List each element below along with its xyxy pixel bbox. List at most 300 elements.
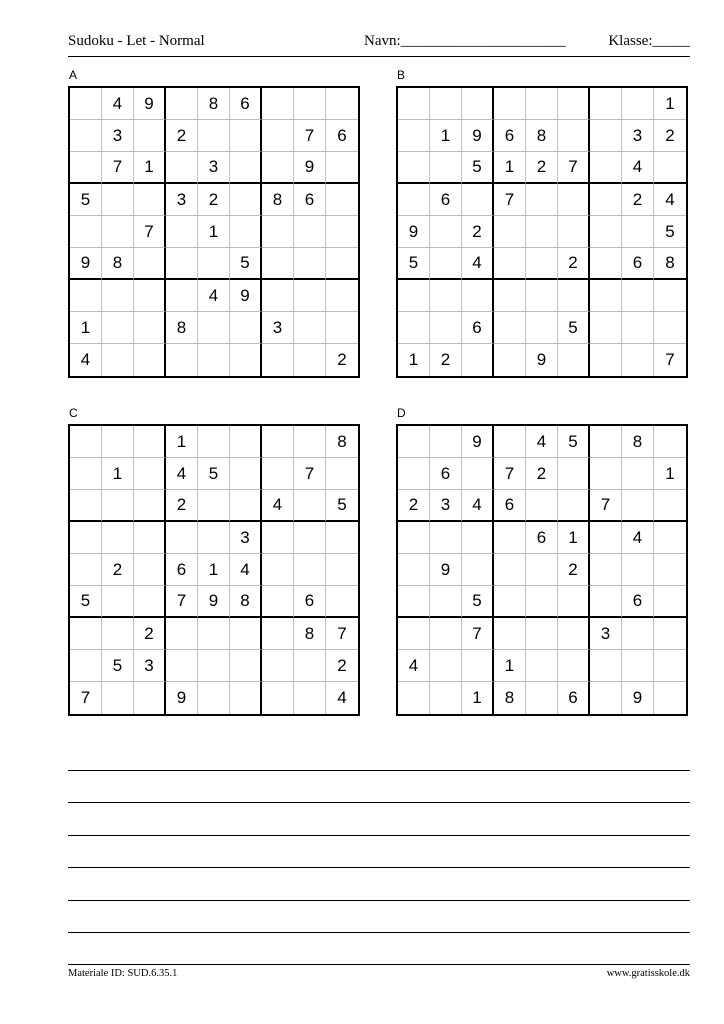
sudoku-cell: 7 xyxy=(462,618,494,650)
sudoku-cell xyxy=(166,216,198,248)
class-field: Klasse:_____ xyxy=(608,33,690,49)
sudoku-cell xyxy=(70,120,102,152)
sudoku-cell: 7 xyxy=(134,216,166,248)
website-url: www.gratisskole.dk xyxy=(606,968,690,979)
sudoku-cell xyxy=(590,586,622,618)
sudoku-cell: 8 xyxy=(526,120,558,152)
sudoku-cell: 3 xyxy=(590,618,622,650)
sudoku-cell xyxy=(294,312,326,344)
sudoku-cell xyxy=(294,522,326,554)
sudoku-cell xyxy=(622,618,654,650)
sudoku-cell xyxy=(462,344,494,376)
sudoku-cell: 6 xyxy=(494,490,526,522)
sudoku-cell: 1 xyxy=(494,152,526,184)
sudoku-cell xyxy=(622,216,654,248)
sudoku-cell xyxy=(526,586,558,618)
sudoku-cell xyxy=(326,88,358,120)
sudoku-cell xyxy=(590,426,622,458)
sudoku-cell xyxy=(102,490,134,522)
sudoku-cell: 2 xyxy=(526,458,558,490)
sudoku-cell xyxy=(494,248,526,280)
sudoku-cell xyxy=(590,312,622,344)
sudoku-cell xyxy=(494,522,526,554)
sudoku-cell xyxy=(526,618,558,650)
sudoku-cell xyxy=(430,88,462,120)
sudoku-cell xyxy=(230,120,262,152)
sudoku-cell xyxy=(494,216,526,248)
sudoku-cell xyxy=(462,458,494,490)
sudoku-cell xyxy=(430,152,462,184)
sudoku-cell: 5 xyxy=(70,184,102,216)
sudoku-cell xyxy=(558,280,590,312)
sudoku-cell: 4 xyxy=(230,554,262,586)
sudoku-cell: 9 xyxy=(462,120,494,152)
sudoku-cell xyxy=(134,248,166,280)
sudoku-cell: 2 xyxy=(558,554,590,586)
sudoku-cell xyxy=(590,458,622,490)
writing-line xyxy=(68,867,690,868)
sudoku-cell xyxy=(230,490,262,522)
sudoku-cell xyxy=(134,280,166,312)
sudoku-cell: 2 xyxy=(102,554,134,586)
sudoku-cell: 3 xyxy=(430,490,462,522)
sudoku-cell: 2 xyxy=(134,618,166,650)
sudoku-cell: 4 xyxy=(166,458,198,490)
sudoku-cell: 2 xyxy=(622,184,654,216)
sudoku-cell xyxy=(70,522,102,554)
sudoku-cell: 4 xyxy=(70,344,102,376)
sudoku-cell xyxy=(590,184,622,216)
sudoku-cell xyxy=(134,312,166,344)
sudoku-cell xyxy=(198,490,230,522)
sudoku-cell xyxy=(326,280,358,312)
sudoku-cell: 5 xyxy=(326,490,358,522)
sudoku-cell: 1 xyxy=(654,88,686,120)
sudoku-cell xyxy=(70,152,102,184)
sudoku-cell: 9 xyxy=(134,88,166,120)
sudoku-cell xyxy=(622,458,654,490)
sudoku-cell xyxy=(230,426,262,458)
sudoku-cell xyxy=(558,344,590,376)
sudoku-cell: 7 xyxy=(665,350,675,369)
sudoku-cell: 8 xyxy=(198,88,230,120)
sudoku-cell: 6 xyxy=(462,312,494,344)
sudoku-cell xyxy=(494,586,526,618)
sudoku-cell: 4 xyxy=(526,426,558,458)
sudoku-cell xyxy=(622,280,654,312)
sudoku-cell: 6 xyxy=(622,248,654,280)
sudoku-cell xyxy=(654,152,686,184)
sudoku-cell xyxy=(262,152,294,184)
sudoku-cell xyxy=(398,458,430,490)
sudoku-cell xyxy=(398,152,430,184)
sudoku-cell: 4 xyxy=(622,522,654,554)
sudoku-cell xyxy=(526,248,558,280)
sudoku-cell xyxy=(430,618,462,650)
sudoku-cell: 4 xyxy=(198,280,230,312)
sudoku-cell: 1 xyxy=(558,522,590,554)
sudoku-cell xyxy=(294,426,326,458)
sudoku-cell xyxy=(398,184,430,216)
sudoku-cell xyxy=(70,554,102,586)
sudoku-cell xyxy=(558,120,590,152)
sudoku-cell: 9 xyxy=(294,152,326,184)
sudoku-cell xyxy=(654,650,686,682)
sudoku-cell xyxy=(102,344,134,376)
sudoku-cell xyxy=(262,682,294,714)
writing-line xyxy=(68,802,690,803)
sudoku-cell xyxy=(430,216,462,248)
puzzle-d-label: D xyxy=(397,406,406,420)
sudoku-cell xyxy=(198,426,230,458)
sudoku-cell xyxy=(134,458,166,490)
sudoku-grid-d xyxy=(396,424,688,716)
sudoku-cell xyxy=(622,344,654,376)
sudoku-cell xyxy=(430,522,462,554)
sudoku-cell xyxy=(590,248,622,280)
sudoku-cell xyxy=(262,458,294,490)
sudoku-cell xyxy=(70,618,102,650)
sudoku-cell: 7 xyxy=(494,184,526,216)
sudoku-cell xyxy=(590,682,622,714)
sudoku-cell: 6 xyxy=(166,554,198,586)
sudoku-cell: 6 xyxy=(326,120,358,152)
sudoku-cell xyxy=(590,554,622,586)
sudoku-cell xyxy=(294,248,326,280)
sudoku-cell xyxy=(494,426,526,458)
sudoku-cell xyxy=(398,586,430,618)
sudoku-cell: 9 xyxy=(398,216,430,248)
sudoku-cell xyxy=(462,88,494,120)
sudoku-cell xyxy=(230,650,262,682)
sudoku-cell: 2 xyxy=(462,216,494,248)
sudoku-cell xyxy=(166,522,198,554)
sudoku-cell xyxy=(326,216,358,248)
sudoku-cell xyxy=(262,216,294,248)
sudoku-cell: 4 xyxy=(398,650,430,682)
sudoku-cell: 3 xyxy=(262,312,294,344)
sudoku-grid-a xyxy=(68,86,360,378)
sudoku-cell: 8 xyxy=(102,248,134,280)
sudoku-cell xyxy=(230,152,262,184)
sudoku-cell: 2 xyxy=(526,152,558,184)
sudoku-cell: 8 xyxy=(494,682,526,714)
sudoku-cell: 3 xyxy=(198,152,230,184)
sudoku-cell xyxy=(294,344,326,376)
sudoku-cell: 1 xyxy=(134,152,166,184)
sudoku-cell xyxy=(494,618,526,650)
sudoku-cell xyxy=(526,554,558,586)
sudoku-cell: 2 xyxy=(198,184,230,216)
puzzle-b-label: B xyxy=(397,68,406,82)
sudoku-cell: 7 xyxy=(294,458,326,490)
sudoku-cell xyxy=(430,426,462,458)
sudoku-cell xyxy=(654,490,686,522)
sudoku-cell: 8 xyxy=(230,586,262,618)
sudoku-cell xyxy=(558,458,590,490)
sudoku-cell xyxy=(398,88,430,120)
sudoku-cell xyxy=(590,650,622,682)
sudoku-cell xyxy=(198,682,230,714)
sudoku-cell: 1 xyxy=(398,344,430,376)
sudoku-cell xyxy=(494,280,526,312)
sudoku-cell xyxy=(654,586,686,618)
sudoku-cell xyxy=(262,618,294,650)
sudoku-cell xyxy=(494,344,526,376)
sudoku-cell xyxy=(398,682,430,714)
sudoku-cell xyxy=(102,618,134,650)
sudoku-cell: 8 xyxy=(294,618,326,650)
sudoku-cell xyxy=(294,554,326,586)
sudoku-grid-b xyxy=(396,86,688,378)
writing-line xyxy=(68,900,690,901)
sudoku-cell: 7 xyxy=(102,152,134,184)
sudoku-cell xyxy=(262,426,294,458)
sudoku-cell xyxy=(622,88,654,120)
sudoku-cell: 6 xyxy=(622,586,654,618)
sudoku-cell: 6 xyxy=(494,120,526,152)
sudoku-cell: 8 xyxy=(654,248,686,280)
sudoku-cell: 3 xyxy=(134,650,166,682)
sudoku-cell xyxy=(166,618,198,650)
sudoku-cell: 6 xyxy=(558,682,590,714)
sudoku-cell xyxy=(398,554,430,586)
sudoku-cell xyxy=(326,586,358,618)
sudoku-cell: 9 xyxy=(526,344,558,376)
sudoku-cell xyxy=(198,248,230,280)
sudoku-cell xyxy=(526,490,558,522)
sudoku-cell xyxy=(494,554,526,586)
sudoku-cell xyxy=(398,522,430,554)
sudoku-cell xyxy=(398,426,430,458)
sudoku-cell: 5 xyxy=(558,426,590,458)
sudoku-cell: 8 xyxy=(262,184,294,216)
sudoku-cell xyxy=(326,554,358,586)
sudoku-cell: 7 xyxy=(590,490,622,522)
sudoku-cell: 3 xyxy=(230,522,262,554)
sudoku-cell xyxy=(654,554,686,586)
sudoku-cell xyxy=(102,426,134,458)
sudoku-cell xyxy=(654,280,686,312)
sudoku-cell: 6 xyxy=(430,458,462,490)
sudoku-cell xyxy=(294,280,326,312)
sudoku-cell xyxy=(526,650,558,682)
sudoku-cell xyxy=(230,184,262,216)
sudoku-cell: 5 xyxy=(462,586,494,618)
sudoku-cell xyxy=(654,682,686,714)
sudoku-cell: 1 xyxy=(70,312,102,344)
sudoku-cell xyxy=(134,344,166,376)
sudoku-cell: 2 xyxy=(558,248,590,280)
sudoku-cell xyxy=(166,88,198,120)
sudoku-cell: 2 xyxy=(166,120,198,152)
sudoku-cell xyxy=(262,248,294,280)
sudoku-cell xyxy=(326,312,358,344)
sudoku-cell xyxy=(654,426,686,458)
sudoku-cell xyxy=(558,216,590,248)
sudoku-cell xyxy=(262,88,294,120)
writing-line xyxy=(68,770,690,771)
sudoku-cell xyxy=(198,522,230,554)
name-field: Navn:______________________ xyxy=(364,33,566,49)
puzzle-c-label: C xyxy=(69,406,78,420)
sudoku-cell xyxy=(294,682,326,714)
sudoku-cell xyxy=(326,184,358,216)
sudoku-cell: 7 xyxy=(294,120,326,152)
sudoku-cell: 2 xyxy=(398,490,430,522)
sudoku-cell xyxy=(494,88,526,120)
sudoku-cell: 1 xyxy=(430,120,462,152)
sudoku-cell: 2 xyxy=(430,344,462,376)
worksheet-title: Sudoku - Let - Normal xyxy=(68,33,205,49)
sudoku-cell: 7 xyxy=(70,682,102,714)
sudoku-cell: 4 xyxy=(462,490,494,522)
sudoku-cell xyxy=(102,586,134,618)
sudoku-cell xyxy=(166,152,198,184)
sudoku-cell xyxy=(102,216,134,248)
sudoku-cell: 4 xyxy=(654,184,686,216)
sudoku-cell: 6 xyxy=(294,586,326,618)
sudoku-cell: 4 xyxy=(622,152,654,184)
sudoku-cell xyxy=(198,312,230,344)
sudoku-cell xyxy=(590,522,622,554)
footer-rule xyxy=(68,964,690,965)
sudoku-cell xyxy=(262,586,294,618)
sudoku-cell: 5 xyxy=(102,650,134,682)
sudoku-cell xyxy=(654,312,686,344)
sudoku-cell: 4 xyxy=(262,490,294,522)
sudoku-cell xyxy=(462,184,494,216)
sudoku-cell: 9 xyxy=(230,280,262,312)
sudoku-cell xyxy=(294,88,326,120)
sudoku-cell xyxy=(230,216,262,248)
sudoku-cell xyxy=(230,312,262,344)
sudoku-cell: 1 xyxy=(102,458,134,490)
sudoku-cell: 3 xyxy=(166,184,198,216)
sudoku-cell xyxy=(102,184,134,216)
sudoku-cell xyxy=(526,312,558,344)
sudoku-cell xyxy=(398,312,430,344)
sudoku-cell: 9 xyxy=(198,586,230,618)
sudoku-cell xyxy=(398,618,430,650)
sudoku-cell xyxy=(558,490,590,522)
sudoku-cell: 4 xyxy=(337,688,347,707)
sudoku-cell: 1 xyxy=(494,650,526,682)
sudoku-cell xyxy=(102,312,134,344)
sudoku-cell xyxy=(526,216,558,248)
sudoku-cell xyxy=(262,344,294,376)
sudoku-cell xyxy=(70,650,102,682)
sudoku-cell: 3 xyxy=(622,120,654,152)
sudoku-cell: 7 xyxy=(494,458,526,490)
sudoku-cell xyxy=(134,586,166,618)
sudoku-cell: 1 xyxy=(198,554,230,586)
sudoku-cell: 7 xyxy=(326,618,358,650)
sudoku-cell xyxy=(654,522,686,554)
sudoku-cell xyxy=(262,650,294,682)
writing-line xyxy=(68,835,690,836)
sudoku-cell xyxy=(622,554,654,586)
sudoku-cell xyxy=(462,522,494,554)
sudoku-cell xyxy=(326,248,358,280)
sudoku-cell xyxy=(430,682,462,714)
sudoku-cell xyxy=(590,216,622,248)
writing-line xyxy=(68,932,690,933)
sudoku-cell: 5 xyxy=(462,152,494,184)
sudoku-cell xyxy=(102,682,134,714)
sudoku-cell xyxy=(134,184,166,216)
sudoku-cell xyxy=(622,312,654,344)
sudoku-cell xyxy=(70,216,102,248)
sudoku-cell: 8 xyxy=(622,426,654,458)
sudoku-cell: 6 xyxy=(230,88,262,120)
sudoku-cell xyxy=(430,312,462,344)
sudoku-cell: 7 xyxy=(558,152,590,184)
sudoku-cell: 8 xyxy=(326,426,358,458)
sudoku-cell xyxy=(262,522,294,554)
sudoku-cell: 6 xyxy=(526,522,558,554)
sudoku-cell xyxy=(398,280,430,312)
sudoku-cell: 2 xyxy=(326,650,358,682)
sudoku-cell: 1 xyxy=(198,216,230,248)
sudoku-cell: 5 xyxy=(198,458,230,490)
sudoku-cell xyxy=(558,184,590,216)
sudoku-cell xyxy=(430,650,462,682)
sudoku-cell xyxy=(430,280,462,312)
sudoku-cell xyxy=(70,490,102,522)
sudoku-cell: 5 xyxy=(230,248,262,280)
sudoku-cell xyxy=(134,426,166,458)
sudoku-cell xyxy=(558,586,590,618)
sudoku-cell xyxy=(462,554,494,586)
sudoku-cell xyxy=(590,120,622,152)
material-id: Materiale ID: SUD.6.35.1 xyxy=(68,968,178,979)
sudoku-cell xyxy=(198,618,230,650)
sudoku-cell xyxy=(102,280,134,312)
sudoku-cell xyxy=(294,216,326,248)
sudoku-cell xyxy=(134,522,166,554)
puzzle-a-label: A xyxy=(69,68,78,82)
sudoku-cell xyxy=(526,88,558,120)
sudoku-cell: 6 xyxy=(430,184,462,216)
sudoku-cell xyxy=(70,426,102,458)
sudoku-cell xyxy=(166,344,198,376)
sudoku-cell xyxy=(230,618,262,650)
sudoku-cell: 9 xyxy=(166,682,198,714)
sudoku-cell xyxy=(70,88,102,120)
sudoku-cell xyxy=(262,280,294,312)
sudoku-cell xyxy=(326,152,358,184)
sudoku-cell xyxy=(526,682,558,714)
sudoku-cell xyxy=(430,248,462,280)
sudoku-cell xyxy=(590,152,622,184)
sudoku-cell xyxy=(70,280,102,312)
sudoku-cell: 7 xyxy=(166,586,198,618)
sudoku-cell xyxy=(558,650,590,682)
sudoku-cell: 5 xyxy=(558,312,590,344)
sudoku-cell xyxy=(70,458,102,490)
sudoku-cell xyxy=(166,280,198,312)
sudoku-cell xyxy=(558,618,590,650)
sudoku-cell: 5 xyxy=(398,248,430,280)
sudoku-cell xyxy=(198,650,230,682)
sudoku-cell xyxy=(102,522,134,554)
sudoku-cell: 1 xyxy=(166,426,198,458)
sudoku-cell xyxy=(134,682,166,714)
sudoku-cell xyxy=(494,312,526,344)
sudoku-cell xyxy=(198,120,230,152)
sudoku-cell: 3 xyxy=(102,120,134,152)
